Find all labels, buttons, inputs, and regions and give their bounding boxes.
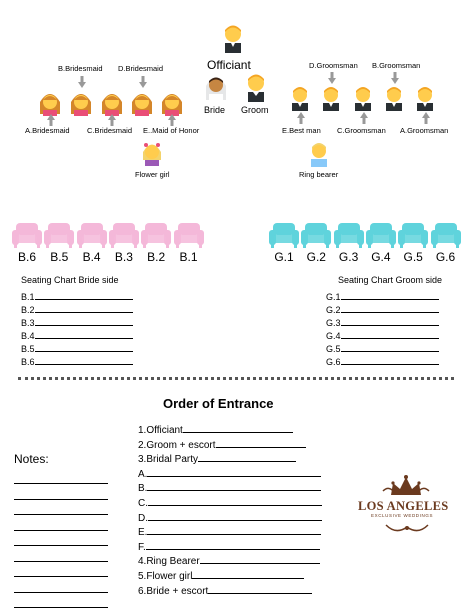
groom-chair-icon xyxy=(398,222,428,248)
arrow-down-icon xyxy=(78,76,86,88)
groom-emoji-icon xyxy=(243,72,269,102)
groom-chart-title: Seating Chart Groom side xyxy=(338,275,443,285)
entrance-row[interactable] xyxy=(138,541,320,553)
arrow-up-icon xyxy=(47,114,55,126)
entrance-row[interactable] xyxy=(138,512,322,524)
bride-chair-icon xyxy=(44,222,74,248)
seat-row-label: B.4 xyxy=(21,331,35,341)
groom-seat-label: G.2 xyxy=(306,250,326,264)
groomsman-d-label: D.Groomsman xyxy=(309,61,358,70)
groom-chair-icon xyxy=(431,222,461,248)
bride-seat-label: B.2 xyxy=(147,250,166,264)
bride-seat-label: B.1 xyxy=(179,250,198,264)
entrance-row-blank[interactable] xyxy=(148,497,322,506)
seat-row-label: B.1 xyxy=(21,292,35,302)
groom-seat-label: G.1 xyxy=(274,250,294,264)
entrance-row[interactable] xyxy=(138,424,293,436)
entrance-row[interactable] xyxy=(138,555,320,567)
entrance-row-label: 3.Bridal Party xyxy=(138,454,199,466)
entrance-row-blank[interactable] xyxy=(183,424,293,433)
entrance-row-label: E. xyxy=(138,527,148,539)
notes-line[interactable] xyxy=(14,514,108,515)
groomsman-emoji-icon xyxy=(383,85,405,111)
seat-row-blank[interactable] xyxy=(341,304,439,313)
logo-tagline: EXCLUSIVE WEDDINGS xyxy=(371,513,434,518)
groom-seat-label: G.5 xyxy=(403,250,423,264)
bride-chair-icon xyxy=(174,222,204,248)
groom-seat-row[interactable] xyxy=(326,304,439,315)
seat-row-label: B.6 xyxy=(21,357,35,367)
seat-row-blank[interactable] xyxy=(341,317,439,326)
notes-line[interactable] xyxy=(14,545,108,546)
arrow-up-icon xyxy=(108,114,116,126)
entrance-row-label: A. xyxy=(138,468,148,480)
arrow-down-icon xyxy=(391,72,399,84)
entrance-row[interactable] xyxy=(138,453,296,465)
bride-chair-icon xyxy=(109,222,139,248)
groomsman-b-label: B.Groomsman xyxy=(372,61,421,70)
groom-seat-row[interactable] xyxy=(326,343,439,354)
entrance-row-label: 1.Officiant xyxy=(138,425,183,436)
groom-seat-label: G.6 xyxy=(435,250,456,264)
bridesmaid-b-label: B.Bridesmaid xyxy=(58,64,103,73)
entrance-row-blank[interactable] xyxy=(147,526,321,535)
bridesmaid-emoji-icon xyxy=(131,90,153,116)
entrance-row[interactable] xyxy=(138,570,304,582)
bride-seat-row[interactable] xyxy=(21,330,133,341)
notes-line[interactable] xyxy=(14,607,108,608)
groom-label: Groom xyxy=(241,105,269,115)
seat-row-blank[interactable] xyxy=(341,291,439,300)
groom-chair-icon xyxy=(269,222,299,248)
groomsman-emoji-icon xyxy=(414,85,436,111)
bride-emoji-icon xyxy=(203,72,229,102)
bride-chair-icon xyxy=(12,222,42,248)
section-divider xyxy=(18,377,454,380)
groom-seat-label: G.3 xyxy=(338,250,359,264)
ring-bearer-emoji-icon xyxy=(308,141,330,167)
entrance-row-label: F. xyxy=(138,541,146,553)
entrance-row-blank[interactable] xyxy=(208,585,312,594)
groom-chair-icon xyxy=(301,222,331,248)
notes-line[interactable] xyxy=(14,530,108,531)
logo-name: LOS ANGELES xyxy=(358,499,449,513)
flower-girl-label: Flower girl xyxy=(135,170,170,179)
bride-label: Bride xyxy=(204,105,226,115)
entrance-row-blank[interactable] xyxy=(147,468,321,477)
entrance-row[interactable] xyxy=(138,468,321,480)
notes-label: Notes: xyxy=(14,452,49,466)
entrance-row-label: 4.Ring Bearer xyxy=(138,556,200,568)
maid-of-honor-emoji-icon xyxy=(161,90,183,116)
seat-row-label: B.5 xyxy=(21,344,35,354)
entrance-row[interactable] xyxy=(138,482,321,494)
arrow-up-icon xyxy=(422,112,430,124)
bridesmaid-c-label: C.Bridesmaid xyxy=(87,126,133,135)
seat-row-blank[interactable] xyxy=(341,356,439,365)
bridesmaid-emoji-icon xyxy=(101,90,123,116)
bride-seat-row[interactable] xyxy=(21,291,133,302)
flower-girl-emoji-icon xyxy=(141,140,163,166)
groom-seat-row[interactable] xyxy=(326,291,439,302)
groomsman-a-label: A.Groomsman xyxy=(400,126,449,135)
arrow-up-icon xyxy=(168,114,176,126)
seat-row-blank[interactable] xyxy=(341,330,439,339)
entrance-row-label: B. xyxy=(138,483,148,495)
bridesmaid-a-label: A.Bridesmaid xyxy=(25,126,70,135)
seat-row-label: G.4 xyxy=(326,331,341,341)
entrance-row-blank[interactable] xyxy=(147,482,321,491)
arrow-up-icon xyxy=(360,112,368,124)
seat-row-label: G.2 xyxy=(326,305,341,315)
entrance-row-blank[interactable] xyxy=(146,541,320,550)
groom-seat-label: G.4 xyxy=(371,250,391,264)
bride-chart-title: Seating Chart Bride side xyxy=(21,275,119,285)
bride-seat-row[interactable] xyxy=(21,343,133,354)
seat-row-blank[interactable] xyxy=(341,343,439,352)
seat-row-blank[interactable] xyxy=(35,291,133,300)
groom-chair-icon xyxy=(366,222,396,248)
groom-chair-icon xyxy=(334,222,364,248)
notes-line[interactable] xyxy=(14,499,108,500)
groomsman-emoji-icon xyxy=(320,85,342,111)
seat-row-blank[interactable] xyxy=(35,356,133,365)
seat-row-label: G.1 xyxy=(326,292,341,302)
bride-seat-row[interactable] xyxy=(21,317,133,328)
seat-row-label: G.3 xyxy=(326,318,341,328)
seat-row-label: G.5 xyxy=(326,344,341,354)
entrance-row-label: D. xyxy=(138,512,148,524)
seat-row-blank[interactable] xyxy=(35,330,133,339)
groom-seat-row[interactable] xyxy=(326,356,439,367)
seat-row-label: B.2 xyxy=(21,305,35,315)
bride-seat-label: B.4 xyxy=(82,250,101,264)
entrance-row[interactable] xyxy=(138,497,322,509)
groomsman-emoji-icon xyxy=(289,85,311,111)
bride-seat-label: B.5 xyxy=(50,250,69,264)
logo-crown-icon xyxy=(381,473,431,499)
bridesmaid-d-label: D.Bridesmaid xyxy=(118,64,164,73)
entrance-row-label: 5.Flower girl xyxy=(138,571,193,582)
arrow-down-icon xyxy=(139,76,147,88)
entrance-row-label: 2.Groom + escort xyxy=(138,439,216,451)
entrance-row[interactable] xyxy=(138,585,312,597)
groomsman-emoji-icon xyxy=(352,85,374,111)
best-man-label: E.Best man xyxy=(282,126,321,135)
bridesmaid-emoji-icon xyxy=(39,90,61,116)
bride-chair-icon xyxy=(141,222,171,248)
entrance-row-blank[interactable] xyxy=(198,453,296,462)
entrance-row[interactable] xyxy=(138,526,321,538)
entrance-row-blank[interactable] xyxy=(148,512,322,521)
bride-seat-row[interactable] xyxy=(21,356,133,367)
groomsman-c-label: C.Groomsman xyxy=(337,126,386,135)
notes-line[interactable] xyxy=(14,576,108,577)
bride-seat-label: B.6 xyxy=(17,250,36,264)
entrance-row-blank[interactable] xyxy=(216,439,306,448)
entrance-row-blank[interactable] xyxy=(200,555,320,564)
entrance-row[interactable] xyxy=(138,439,306,451)
groom-seat-row[interactable] xyxy=(326,317,439,328)
bride-chair-icon xyxy=(77,222,107,248)
entrance-row-label: C. xyxy=(138,498,148,509)
officiant-emoji-icon xyxy=(221,23,245,53)
seat-row-blank[interactable] xyxy=(35,343,133,352)
bridesmaid-emoji-icon xyxy=(70,90,92,116)
groom-seat-row[interactable] xyxy=(326,330,439,341)
arrow-down-icon xyxy=(328,72,336,84)
seat-row-label: B.3 xyxy=(21,318,35,328)
bride-seat-label: B.3 xyxy=(114,250,133,264)
notes-line[interactable] xyxy=(14,592,108,593)
notes-line[interactable] xyxy=(14,483,108,484)
bride-seat-row[interactable] xyxy=(21,304,133,315)
arrow-up-icon xyxy=(297,112,305,124)
entrance-row-blank[interactable] xyxy=(192,570,304,579)
entrance-title: Order of Entrance xyxy=(163,396,274,411)
seat-row-blank[interactable] xyxy=(35,304,133,313)
officiant-label: Officiant xyxy=(207,58,251,72)
seat-row-blank[interactable] xyxy=(35,317,133,326)
maid-of-honor-label: E..Maid of Honor xyxy=(143,126,200,135)
notes-line[interactable] xyxy=(14,561,108,562)
entrance-row-label: 6.Bride + escort xyxy=(138,585,209,597)
logo-flourish-icon xyxy=(382,521,432,535)
ring-bearer-label: Ring bearer xyxy=(299,170,339,179)
seat-row-label: G.6 xyxy=(326,357,341,367)
